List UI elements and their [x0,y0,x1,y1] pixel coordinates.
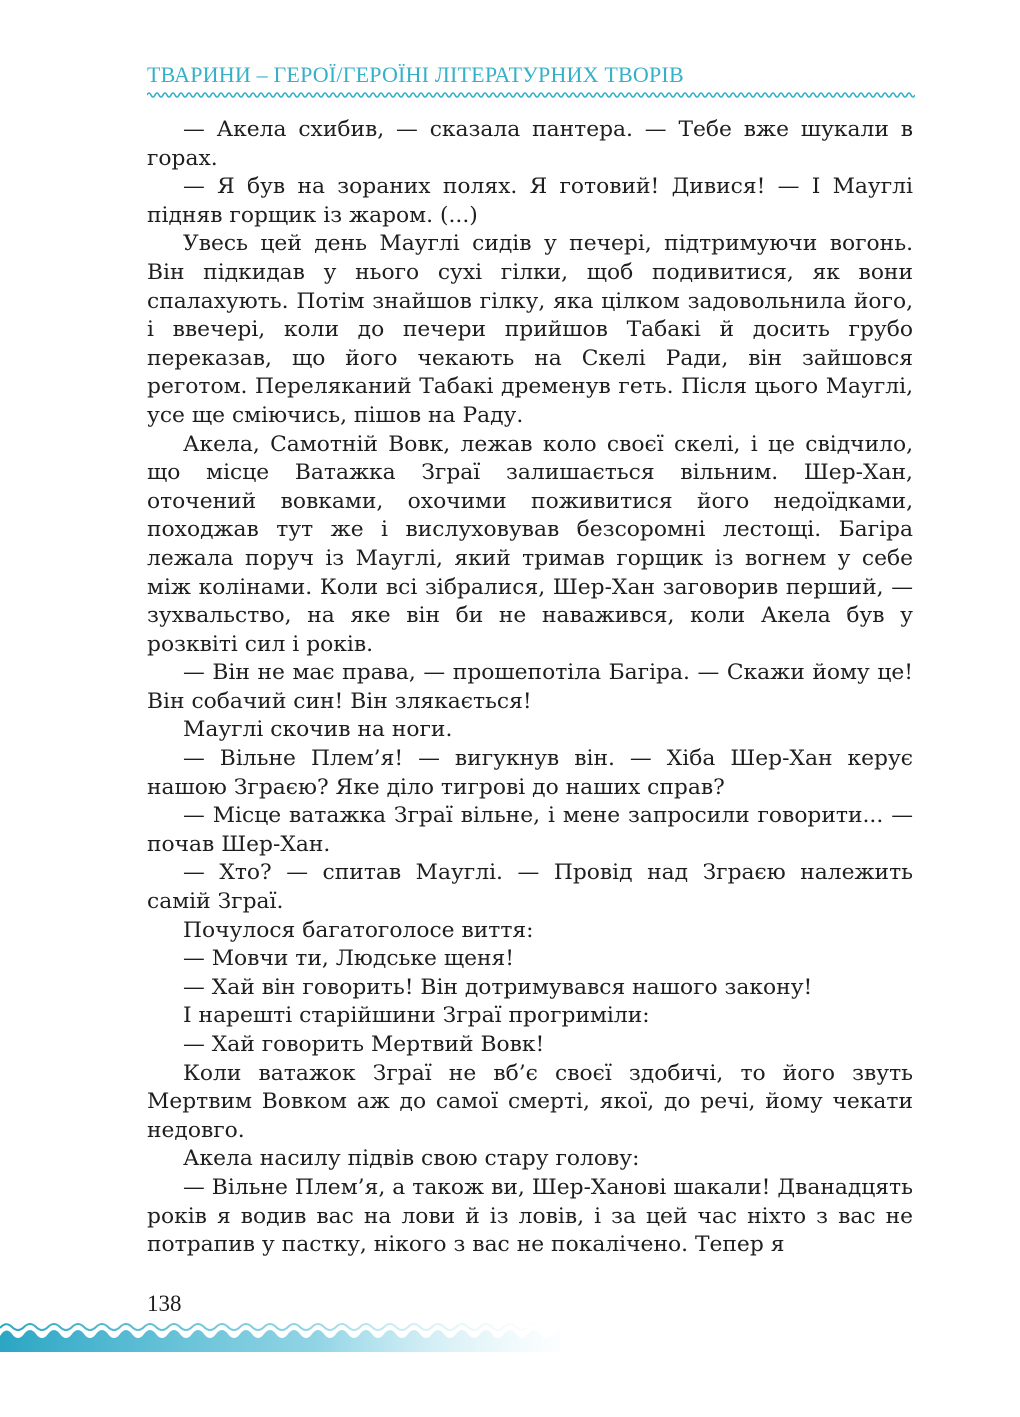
page-number: 138 [147,1291,182,1316]
section-title: ТВАРИНИ – ГЕРОЇ/ГЕРОЇНІ ЛІТЕРАТУРНИХ ТВОРІВ [147,62,684,87]
paragraph: — Вільне Плем’я! — вигукнув він. — Хіба Шер-Хан керує нашою Зграєю? Яке діло тигрові до наших справ? [147,746,913,800]
paragraph: Почулося багатоголосе виття: [183,917,534,943]
paragraph: — Хай говорить Мертвий Вовк! [183,1032,545,1057]
header-wave-divider [147,90,915,100]
story-text [147,116,913,1260]
footer-wave-decoration [0,1312,560,1352]
paragraph: Акела, Самотній Вовк, лежав коло своєї скелі, і це свідчило, що місце Ватажка Зграї залишається вільним. Шер-Хан, оточений вовками, охочими поживитися його недоїдками, походжав тут же і вислуховував безсоромні лестощі. Багіра лежала поруч із Мауглі, який тримав горщик із вогнем у себе між колінами. Коли всі зібралися, Шер-Хан заговорив перший, — зухвальство, на яке він би не наважився, коли Акела був у розквіті сил і років. [147,431,913,657]
paragraph: — Я був на зораних полях. Я готовий! Дивися! — І Мауглі підняв горщик із жаром. (...) [147,174,913,228]
paragraph: — Місце ватажка Зграї вільне, і мене запросили говорити... — почав Шер-Хан. [147,803,913,857]
running-header [147,62,917,100]
paragraph: Акела насилу підвів свою стару голову: [183,1146,640,1172]
paragraph: — Хто? — спитав Мауглі. — Провід над Зграєю належить самій Зграї. [147,860,913,915]
paragraph: — Він не має права, — прошепотіла Багіра. — Скажи йому це! Він собачий син! Він злякається! [147,660,913,714]
paragraph: — Хай він говорить! Він дотримувався нашого закону! [183,974,813,1000]
paragraph: — Вільне Плем’я, а також ви, Шер-Ханові шакали! Дванадцять років я водив вас на лови й із ловів, і за цей час ніхто з вас не потрапив у пастку, нікого з вас не покалічено. Тепер я [147,1174,913,1258]
paragraph: Коли ватажок Зграї не вб’є своєї здобичі, то його звуть Мертвим Вовком аж до самої смерті, якої, до речі, йому чекати недовго. [147,1060,913,1143]
paragraph: І нарешті старійшини Зграї прогриміли: [183,1003,650,1029]
paragraph: — Акела схибив, — сказала пантера. — Тебе вже шукали в горах. [147,117,913,171]
paragraph: Увесь цей день Мауглі сидів у печері, підтримуючи вогонь. Він підкидав у нього сухі гілки, щоб подивитися, як вони спалахують. Потім знайшов гілку, яка цілком задовольнила його, і ввечері, коли до печери прийшов Табакі й досить грубо переказав, що його чекають на Скелі Ради, він зайшовся реготом. Переляканий Табакі дременув геть. Після цього Мауглі, усе ще сміючись, пішов на Раду. [147,231,913,428]
paragraph: — Мовчи ти, Людське щеня! [183,946,515,972]
paragraph: Мауглі скочив на ноги. [183,717,453,743]
